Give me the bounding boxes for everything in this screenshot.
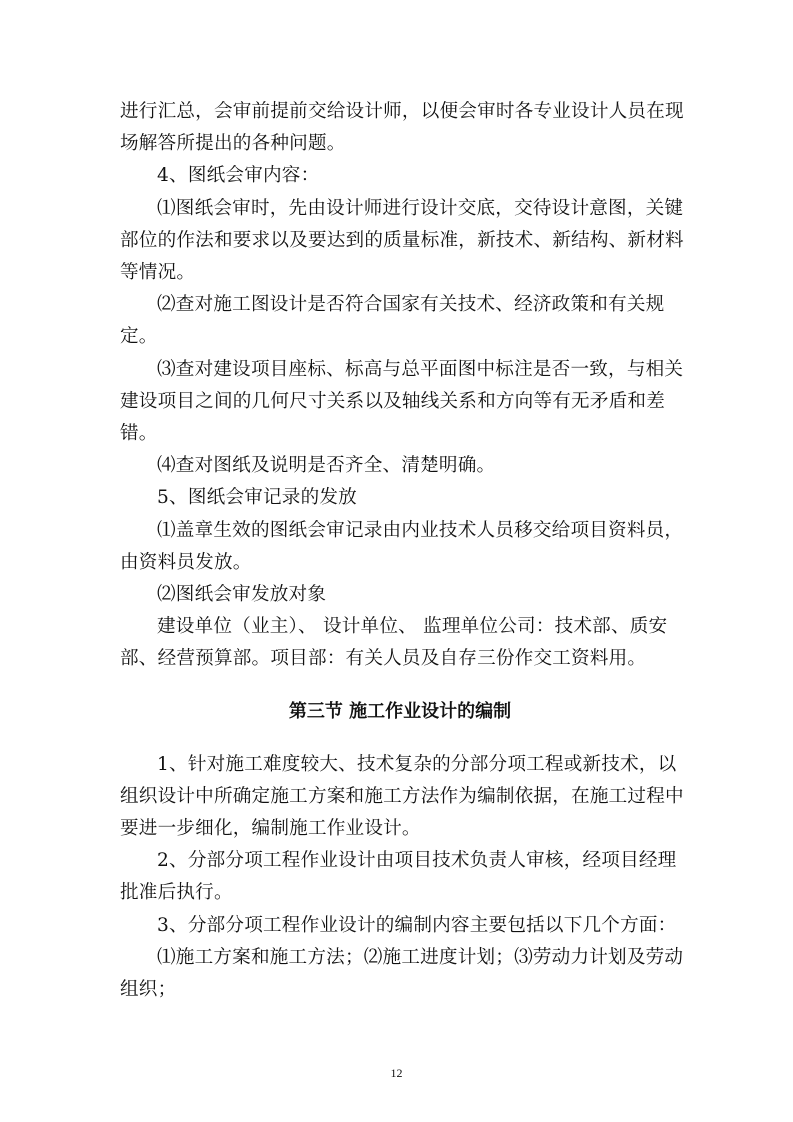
- text-line: ⑷查对图纸及说明是否齐全、清楚明确。: [157, 455, 496, 477]
- body-text-top: [120, 96, 684, 676]
- text-line: 5、图纸会审记录的发放: [157, 487, 357, 509]
- text-line: ⑴施工方案和施工方法；⑵施工进度计划；⑶劳动力计划及劳动: [157, 946, 684, 968]
- text-line: ⑴图纸会审时，先由设计师进行设计交底，交待设计意图，关键: [157, 197, 684, 219]
- text-line: 进行汇总，会审前提前交给设计师，以便会审时各专业设计人员在现: [120, 101, 684, 122]
- text-line: 由资料员发放。: [120, 551, 252, 573]
- text-line: 定。: [120, 326, 158, 348]
- text-line: 3、分部分项工程作业设计的编制内容主要包括以下几个方面：: [157, 914, 677, 936]
- text-line: 场解答所提出的各种问题。: [120, 133, 346, 155]
- text-line: ⑵图纸会审发放对象: [157, 584, 327, 606]
- text-line: 等情况。: [120, 262, 196, 284]
- text-line: 批准后执行。: [120, 882, 233, 904]
- text-line: ⑶查对建设项目座标、标高与总平面图中标注是否一致，与相关: [157, 358, 684, 380]
- text-line: 1、针对施工难度较大、技术复杂的分部分项工程或新技术，以: [157, 753, 677, 775]
- text-line: 部、经营预算部。项目部：有关人员及自存三份作交工资料用。: [120, 648, 647, 670]
- text-line: 部位的作法和要求以及要达到的质量标准，新技术、新结构、新材料: [120, 229, 684, 251]
- page-number: 12: [390, 1066, 403, 1080]
- text-line: ⑴盖章生效的图纸会审记录由内业技术人员移交给项目资料员，: [157, 519, 684, 541]
- text-line: 组织；: [120, 979, 177, 1001]
- text-line: 要进一步细化，编制施工作业设计。: [120, 818, 421, 840]
- text-line: 建设项目之间的几何尺寸关系以及轴线关系和方向等有无矛盾和差: [120, 390, 666, 412]
- text-line: 4、图纸会审内容：: [157, 165, 320, 187]
- text-line: 组织设计中所确定施工方案和施工方法作为编制依据，在施工过程中: [120, 785, 684, 807]
- text-line: 2、分部分项工程作业设计由项目技术负责人审核，经项目经理: [157, 850, 677, 872]
- body-text-bottom: [120, 749, 684, 1007]
- text-line: 错。: [120, 423, 158, 445]
- document-page: [120, 96, 684, 1006]
- section-heading: 第三节 施工作业设计的编制: [288, 700, 512, 722]
- text-line: 建设单位（业主）、 设计单位、 监理单位公司：技术部、质安: [157, 616, 668, 638]
- text-line: ⑵查对施工图设计是否符合国家有关技术、经济政策和有关规: [157, 294, 665, 316]
